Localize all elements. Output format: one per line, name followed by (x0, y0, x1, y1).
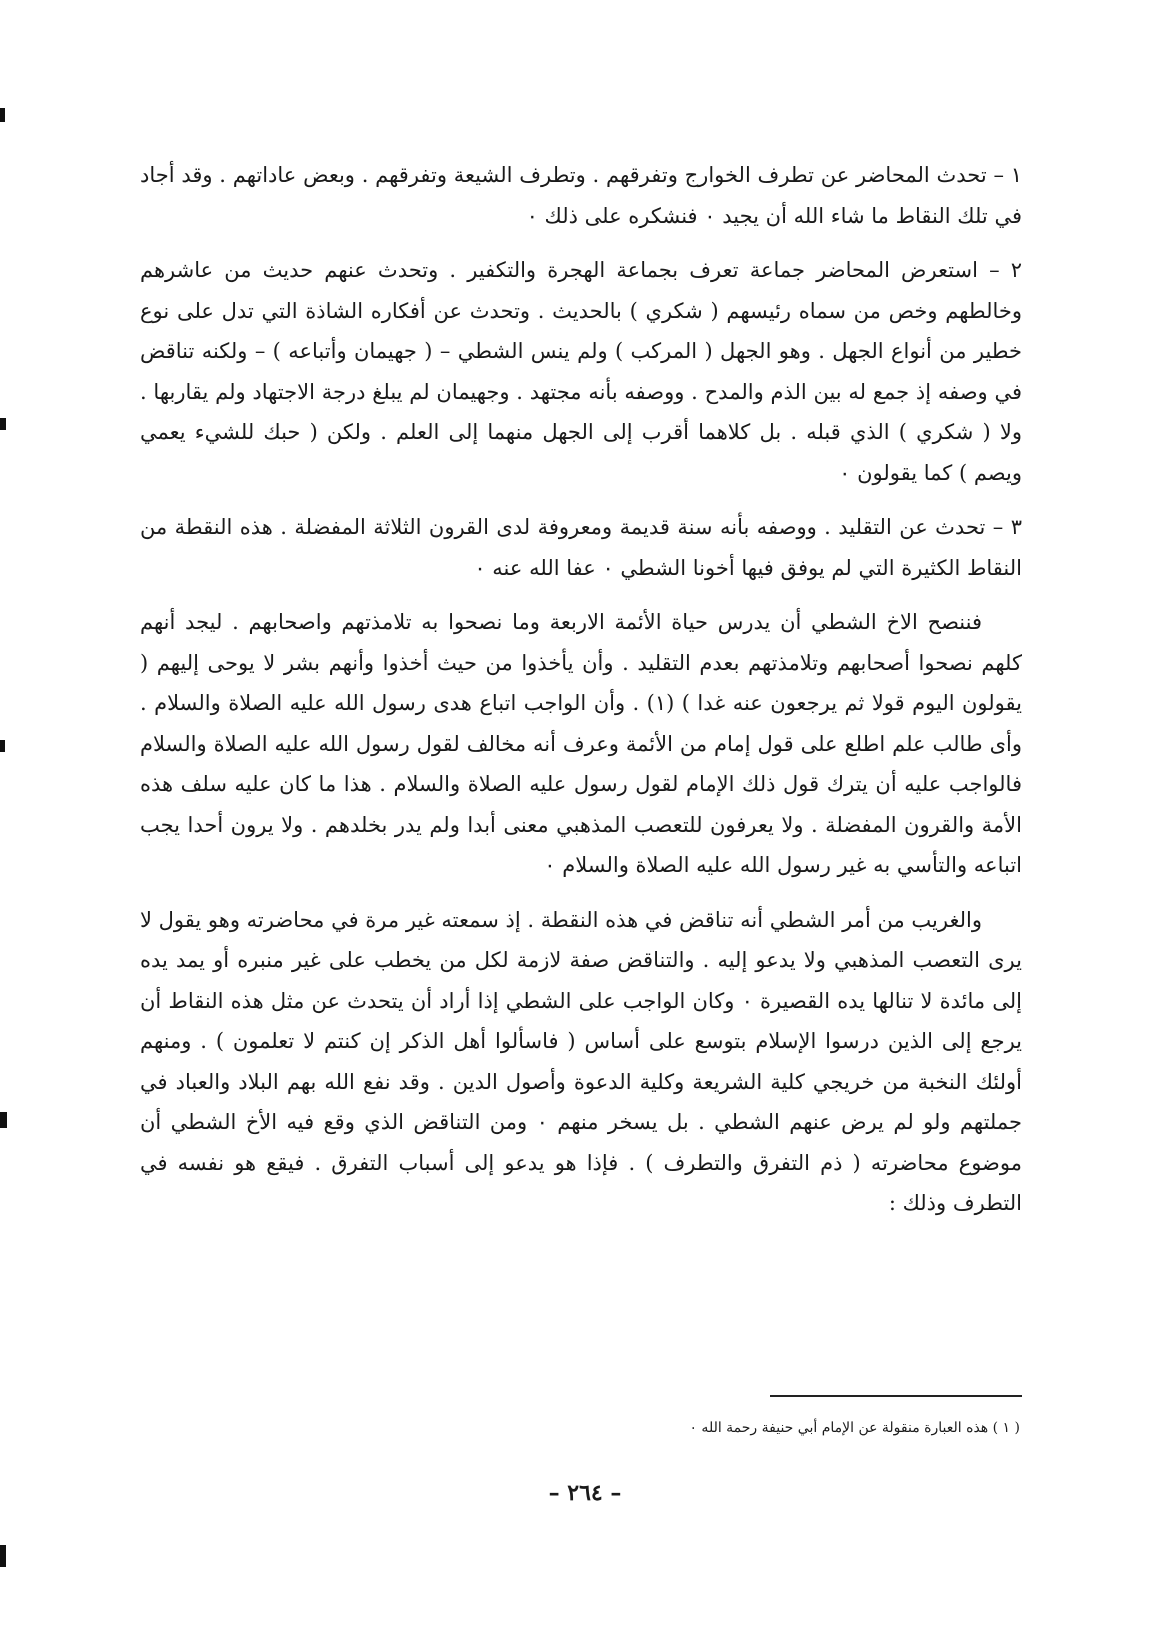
footnote: ( ١ ) هذه العبارة منقولة عن الإمام أبي حنيفة رحمة الله ٠ (689, 1420, 1020, 1436)
scan-mark-4 (0, 1112, 7, 1128)
paragraph-5: والغريب من أمر الشطي أنه تناقض في هذه النقطة . إذ سمعته غير مرة في محاضرته وهو يقول لا يرى التعصب المذهبي ولا يدعو إليه . والتناقض صفة لازمة لكل من يخطب على غير منبره أو يمد يده إلى مائدة لا تنالها يده القصيرة ٠ وكان الواجب على الشطي إذا أراد أن يتحدث عن مثل هذه النقاط أن يرجع إلى الذين درسوا الإسلام بتوسع على أساس ( فاسألوا أهل الذكر إن كنتم لا تعلمون ) . ومنهم أولئك النخبة من خريجي كلية الشريعة وكلية الدعوة وأصول الدين . وقد نفع الله بهم البلاد والعباد في جملتهم ولو لم يرض عنهم الشطي . بل يسخر منهم ٠ ومن التناقض الذي وقع فيه الأخ الشطي أن موضوع محاضرته ( ذم التفرق والتطرف ) . فإذا هو يدعو إلى أسباب التفرق . فيقع هو نفسه في التطرف وذلك : (140, 907, 1023, 1215)
footnote-separator (770, 1395, 1022, 1397)
page-number: – ٢٦٤ – (548, 1480, 622, 1506)
scan-mark-5 (0, 1545, 6, 1567)
paragraph-2: ٢ – استعرض المحاضر جماعة تعرف بجماعة الهجرة والتكفير . وتحدث عنهم حديث من عاشرهم وخالطهم وخص من سماه رئيسهم ( شكري ) بالحديث . وتحدث عن أفكاره الشاذة التي تدل على نوع خطير من أنواع الجهل . وهو الجهل ( المركب ) ولم ينس الشطي – ( جهيمان وأتباعه ) – ولكنه تناقض في وصفه إذ جمع له بين الذم والمدح . ووصفه بأنه مجتهد . وجهيمان لم يبلغ درجة الاجتهاد ولم يقاربها . ولا ( شكري ) الذي قبله . بل كلاهما أقرب إلى الجهل منهما إلى العلم . ولكن ( حبك للشيء يعمي ويصم ) كما يقولون ٠ (140, 258, 1022, 485)
scan-mark-1 (0, 108, 5, 122)
paragraph-4: فننصح الاخ الشطي أن يدرس حياة الأئمة الاربعة وما نصحوا به تلامذتهم واصحابهم . ليجد أنهم كلهم نصحوا أصحابهم وتلامذتهم بعدم التقليد . وأن يأخذوا من حيث أخذوا وأنهم بشر لا يوحى إليهم ( يقولون اليوم قولا ثم يرجعون عنه غدا ) (١) . وأن الواجب اتباع هدى رسول الله عليه الصلاة والسلام . وأى طالب علم اطلع على قول إمام من الأئمة وعرف أنه مخالف لقول رسول الله عليه الصلاة والسلام فالواجب عليه أن يترك قول ذلك الإمام لقول رسول عليه الصلاة والسلام . هذا ما كان عليه سلف هذه الأمة والقرون المفضلة . ولا يعرفون للتعصب المذهبي معنى أبدا ولم يدر بخلدهم . ولا يرون أحدا يجب اتباعه والتأسي به غير رسول الله عليه الصلاة والسلام ٠ (140, 610, 1022, 877)
scan-mark-3 (0, 740, 5, 752)
scan-mark-2 (0, 418, 6, 430)
paragraph-1: ١ – تحدث المحاضر عن تطرف الخوارج وتفرقهم . وتطرف الشيعة وتفرقهم . وبعض عاداتهم . وقد أجاد في تلك النقاط ما شاء الله أن يجيد ٠ فنشكره على ذلك ٠ (140, 163, 1022, 228)
paragraph-3: ٣ – تحدث عن التقليد . ووصفه بأنه سنة قديمة ومعروفة لدى القرون الثلاثة المفضلة . هذه النقطة من النقاط الكثيرة التي لم يوفق فيها أخونا الشطي ٠ عفا الله عنه ٠ (140, 515, 1022, 580)
main-text (140, 155, 1022, 1238)
